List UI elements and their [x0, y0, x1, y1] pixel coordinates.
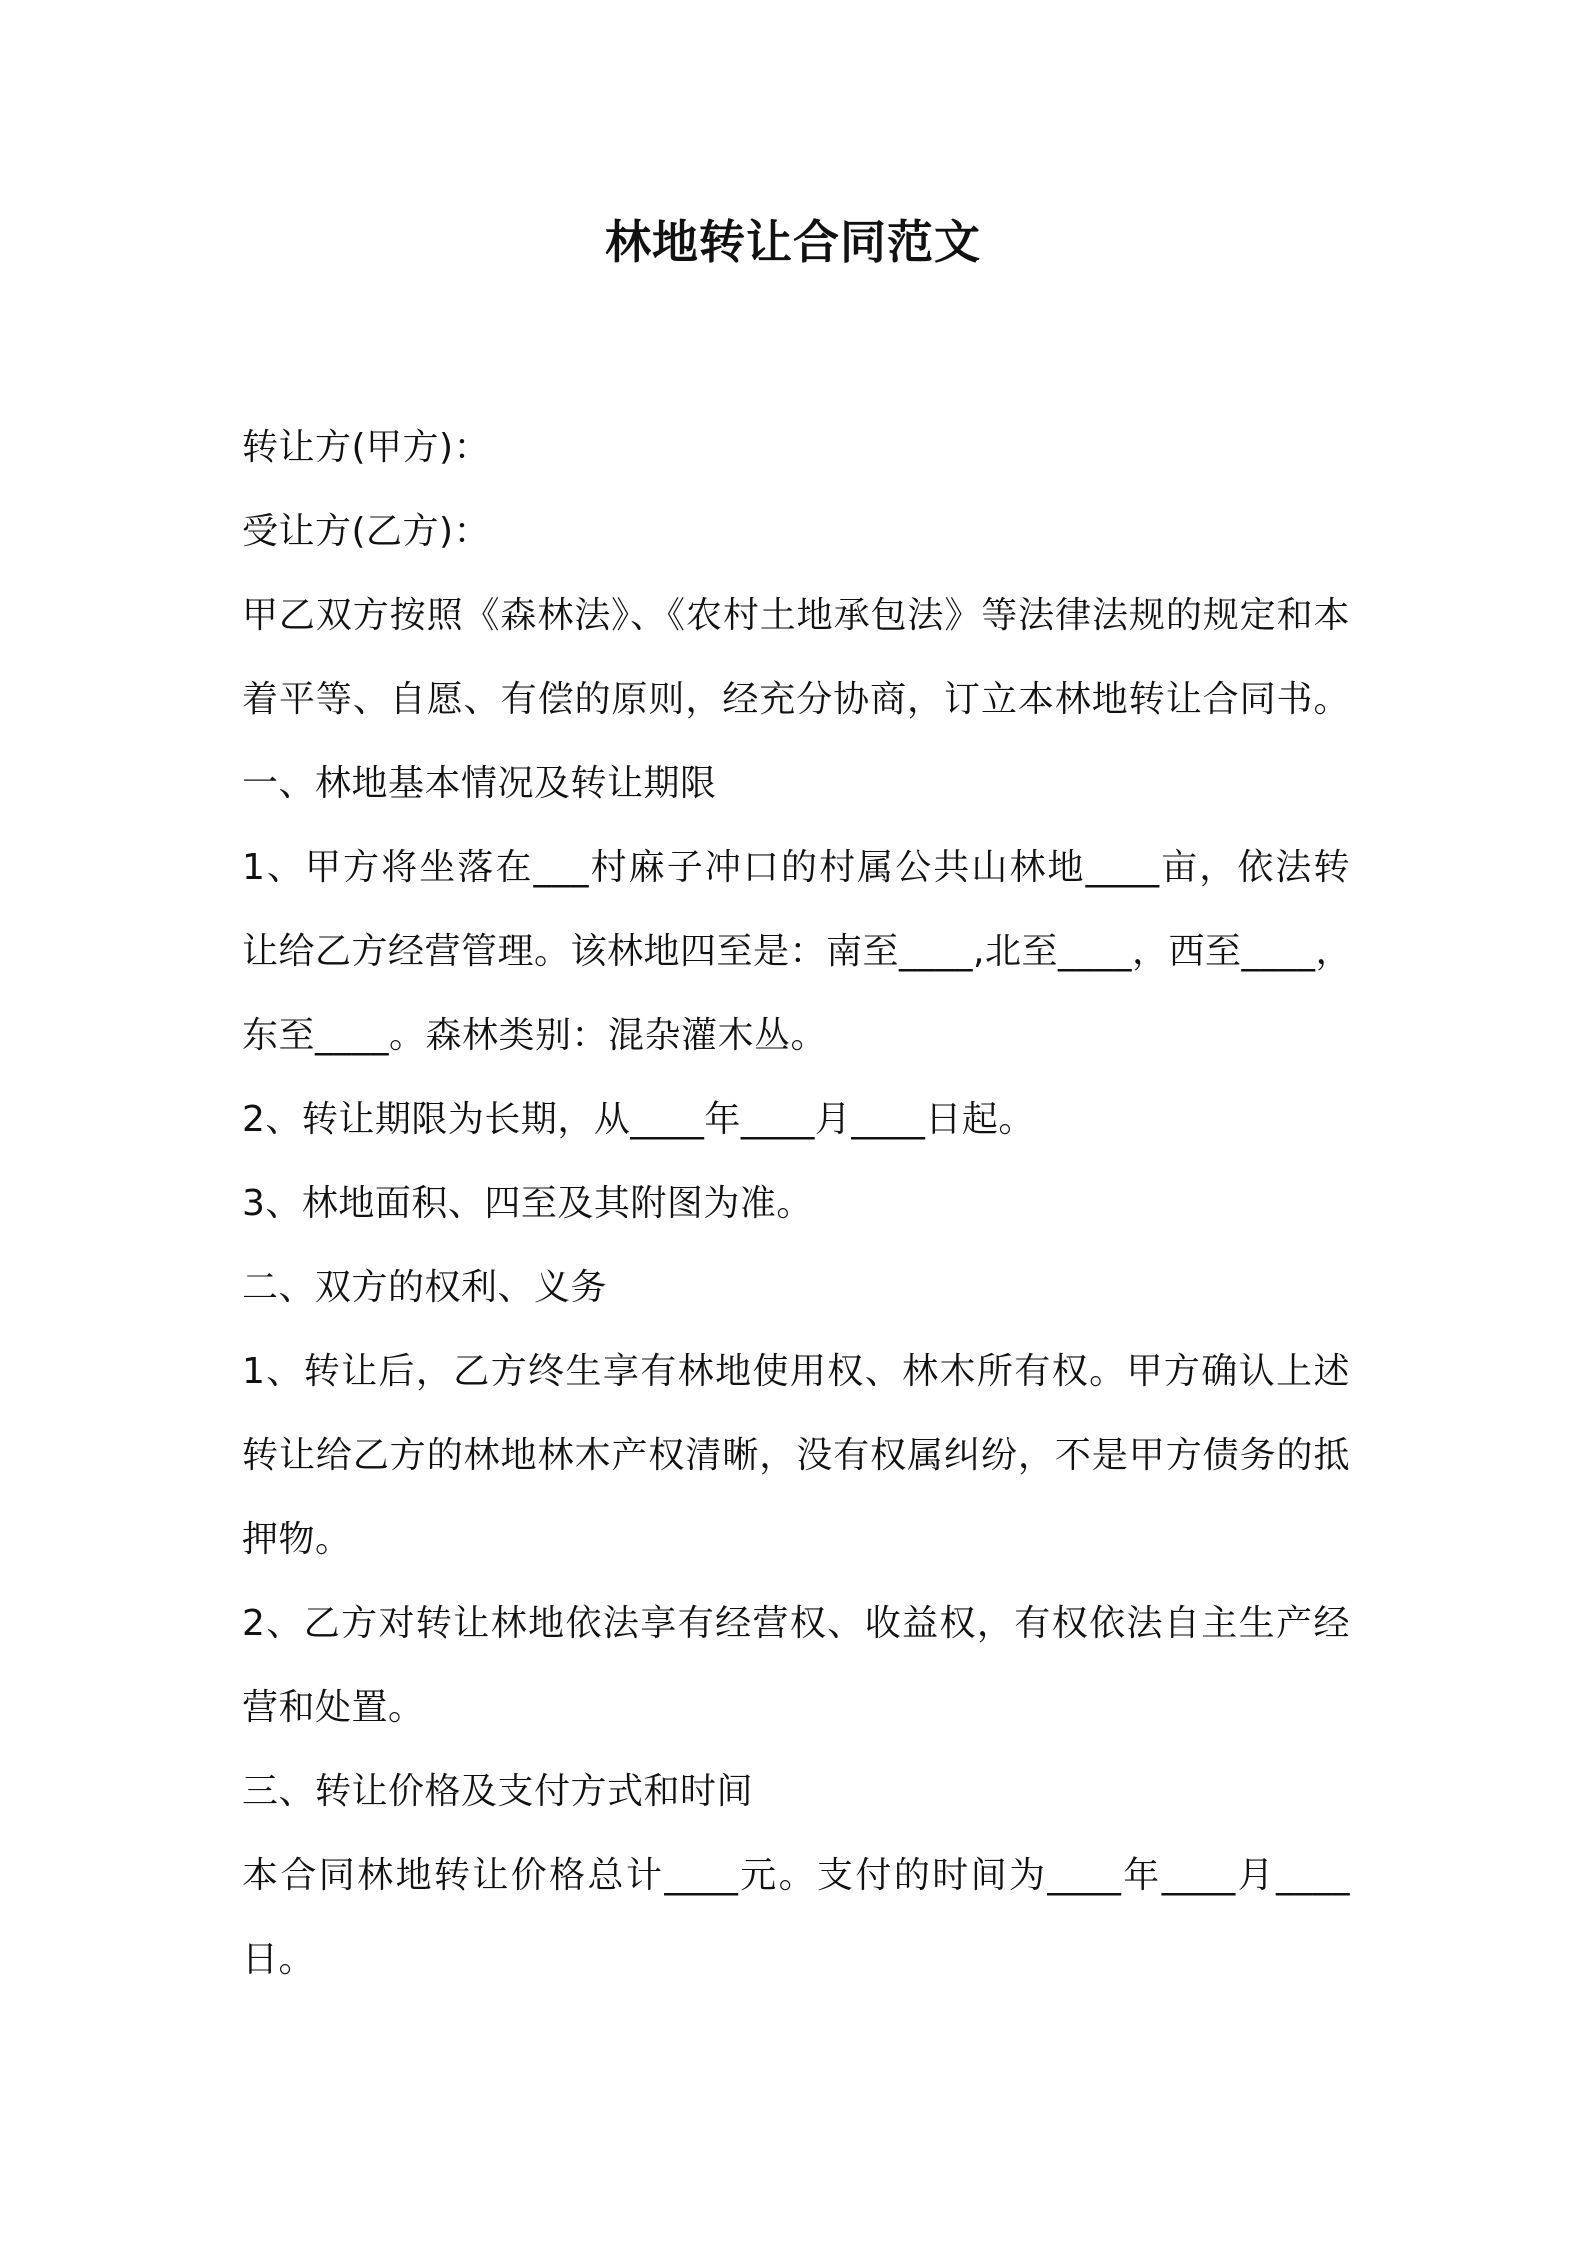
paragraph-line: 押物。	[242, 1519, 352, 1560]
paragraph-line: 本合同林地转让价格总计____元。支付的时间为____年____月____	[242, 1855, 1350, 1896]
paragraph-line: 1、甲方将坐落在___村麻子冲口的村属公共山林地____亩，依法转	[242, 847, 1350, 888]
document-body	[242, 406, 1350, 2002]
paragraph-line: 转让方(甲方)：	[242, 427, 491, 468]
paragraph-line: 二、双方的权利、义务	[242, 1267, 608, 1308]
paragraph-line: 三、转让价格及支付方式和时间	[242, 1771, 754, 1812]
paragraph-line: 营和处置。	[242, 1687, 425, 1728]
paragraph-line: 受让方(乙方)：	[242, 511, 491, 552]
paragraph-line: 甲乙双方按照《森林法》、《农村土地承包法》等法律法规的规定和本	[242, 595, 1350, 636]
paragraph-line: 一、林地基本情况及转让期限	[242, 763, 717, 804]
paragraph-line: 东至____。森林类别：混杂灌木丛。	[242, 1015, 828, 1056]
paragraph-line: 1、转让后，乙方终生享有林地使用权、林木所有权。甲方确认上述	[242, 1351, 1350, 1392]
paragraph-line: 着平等、自愿、有偿的原则，经充分协商，订立本林地转让合同书。	[242, 679, 1350, 720]
paragraph-line: 3、林地面积、四至及其附图为准。	[242, 1183, 813, 1224]
paragraph-line: 转让给乙方的林地林木产权清晰，没有权属纠纷，不是甲方债务的抵	[242, 1435, 1350, 1476]
document-title: 林地转让合同范文	[605, 215, 981, 269]
paragraph-line: 2、转让期限为长期，从____年____月____日起。	[242, 1099, 1035, 1140]
paragraph-line: 2、乙方对转让林地依法享有经营权、收益权，有权依法自主生产经	[242, 1603, 1350, 1644]
paragraph-line: 让给乙方经营管理。该林地四至是：南至____,北至____，西至____，	[242, 931, 1352, 972]
paragraph-line: 日。	[242, 1939, 316, 1980]
